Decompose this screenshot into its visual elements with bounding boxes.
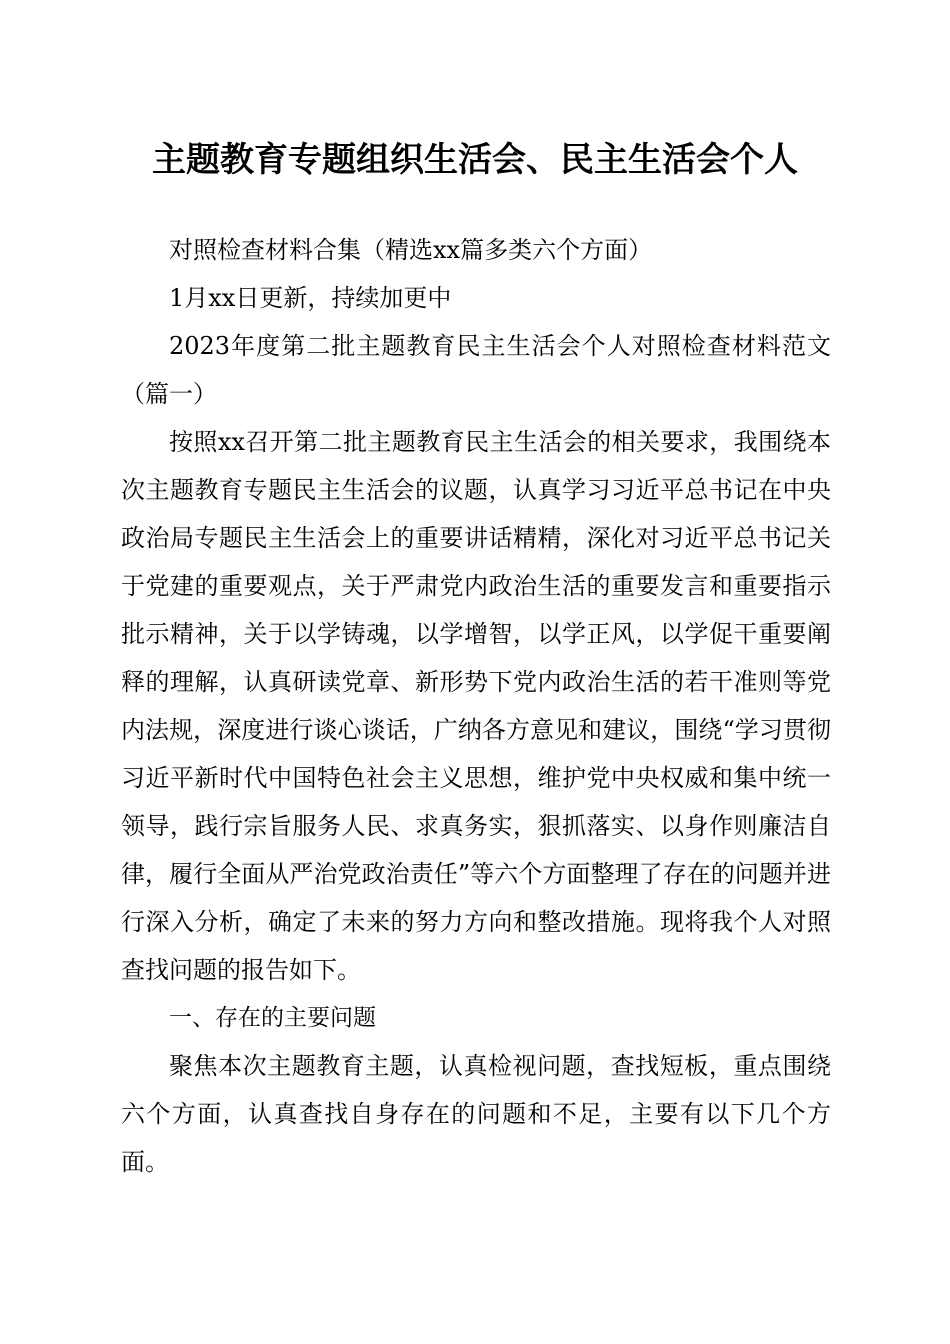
document-title: 主题教育专题组织生活会、民主生活会个人 (152, 140, 798, 180)
document-body (121, 226, 831, 1186)
update-note-paragraph: 1月xx日更新，持续加更中 (169, 284, 452, 312)
section-paragraph: 聚焦本次主题教育主题，认真检视问题，查找短板，重点围绕六个方面，认真查找自身存在的问题和不足，主要有以下几个方面。 (121, 1052, 831, 1176)
article-title-paragraph: 2023年度第二批主题教育民主生活会个人对照检查材料范文（篇一） (121, 332, 831, 408)
intro-paragraph: 按照xx召开第二批主题教育民主生活会的相关要求，我围绕本次主题教育专题民主生活会的议题，认真学习习近平总书记在中央政治局专题民主生活会上的重要讲话精精，深化对习近平总书记关于党建的重要观点，关于严肃党内政治生活的重要发言和重要指示批示精神，关于以学铸魂，以学增智，以学正风，以学促干重要阐释的理解，认真研读党章、新形势下党内政治生活的若干准则等党内法规，深度进行谈心谈话，广纳各方意见和建议，围绕“学习贯彻习近平新时代中国特色社会主义思想，维护党中央权威和集中统一领导，践行宗旨服务人民、求真务实，狠抓落实、以身作则廉洁自律，履行全面从严治党政治责任”等六个方面整理了存在的问题并进行深入分析，确定了未来的努力方向和整改措施。现将我个人对照查找问题的报告如下。 (121, 428, 831, 984)
subtitle-paragraph: 对照检查材料合集（精选xx篇多类六个方面） (169, 236, 653, 264)
section-heading: 一、存在的主要问题 (169, 1005, 376, 1031)
